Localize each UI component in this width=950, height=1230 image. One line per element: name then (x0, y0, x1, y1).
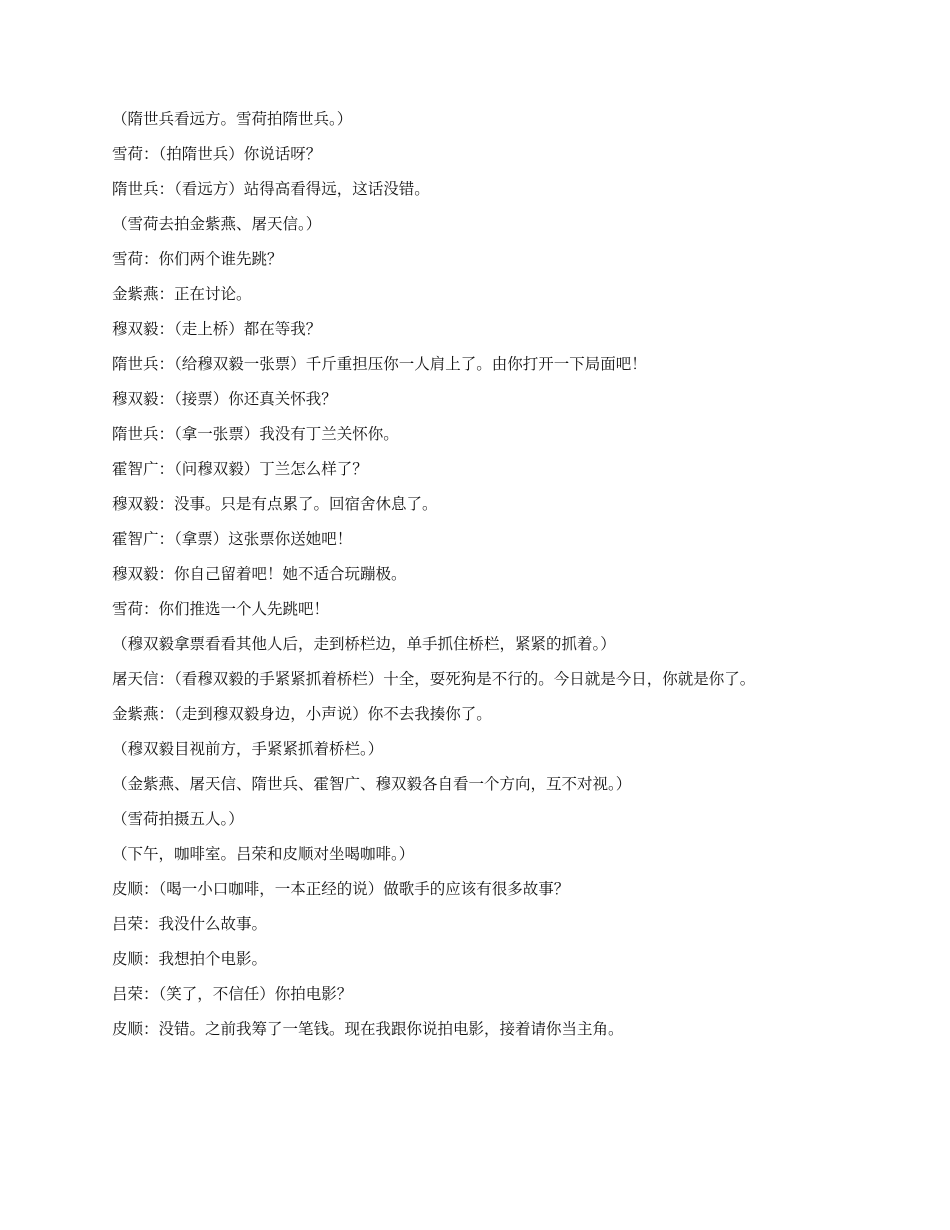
script-line: （穆双毅目视前方，手紧紧抓着桥栏。） (112, 740, 384, 758)
script-line: （金紫燕、屠天信、隋世兵、霍智广、穆双毅各自看一个方向，互不对视。） (112, 775, 632, 793)
script-text-body (112, 110, 842, 1055)
script-line: 吕荣：（笑了，不信任）你拍电影？ (112, 985, 353, 1003)
script-line: 穆双毅：你自己留着吧！她不适合玩蹦极。 (112, 565, 407, 583)
script-line: 霍智广：（问穆双毅）丁兰怎么样了？ (112, 460, 368, 478)
script-line: 雪荷：你们推选一个人先跳吧！ (112, 600, 330, 618)
script-line: 皮顺：（喝一小口咖啡，一本正经的说）做歌手的应该有很多故事？ (112, 880, 570, 898)
script-line: （隋世兵看远方。雪荷拍隋世兵。） (112, 110, 353, 128)
script-line: 穆双毅：（接票）你还真关怀我？ (112, 390, 337, 408)
script-line: 吕荣：我没什么故事。 (112, 915, 268, 933)
script-line: 雪荷：你们两个谁先跳？ (112, 250, 283, 268)
script-line: 雪荷：（拍隋世兵）你说话呀？ (112, 145, 322, 163)
script-line: 隋世兵：（给穆双毅一张票）千斤重担压你一人肩上了。由你打开一下局面吧！ (112, 355, 647, 373)
script-line: 穆双毅：（走上桥）都在等我？ (112, 320, 322, 338)
script-line: （雪荷拍摄五人。） (112, 810, 244, 828)
script-line: 隋世兵：（拿一张票）我没有丁兰关怀你。 (112, 425, 399, 443)
script-line: （雪荷去拍金紫燕、屠天信。） (112, 215, 322, 233)
script-line: 金紫燕：正在讨论。 (112, 285, 252, 303)
script-line: 霍智广：（拿票）这张票你送她吧！ (112, 530, 353, 548)
script-line: 皮顺：我想拍个电影。 (112, 950, 268, 968)
script-line: （穆双毅拿票看看其他人后，走到桥栏边，单手抓住桥栏，紧紧的抓着。） (112, 635, 616, 653)
script-line: 隋世兵：（看远方）站得高看得远，这话没错。 (112, 180, 430, 198)
script-line: （下午，咖啡室。吕荣和皮顺对坐喝咖啡。） (112, 845, 415, 863)
script-line: 穆双毅：没事。只是有点累了。回宿舍休息了。 (112, 495, 438, 513)
script-line: 皮顺：没错。之前我筹了一笔钱。现在我跟你说拍电影，接着请你当主角。 (112, 1020, 624, 1038)
script-line: 金紫燕：（走到穆双毅身边，小声说）你不去我揍你了。 (112, 705, 492, 723)
script-line: 屠天信：（看穆双毅的手紧紧抓着桥栏）十全，耍死狗是不行的。今日就是今日，你就是你了。 (112, 670, 756, 688)
